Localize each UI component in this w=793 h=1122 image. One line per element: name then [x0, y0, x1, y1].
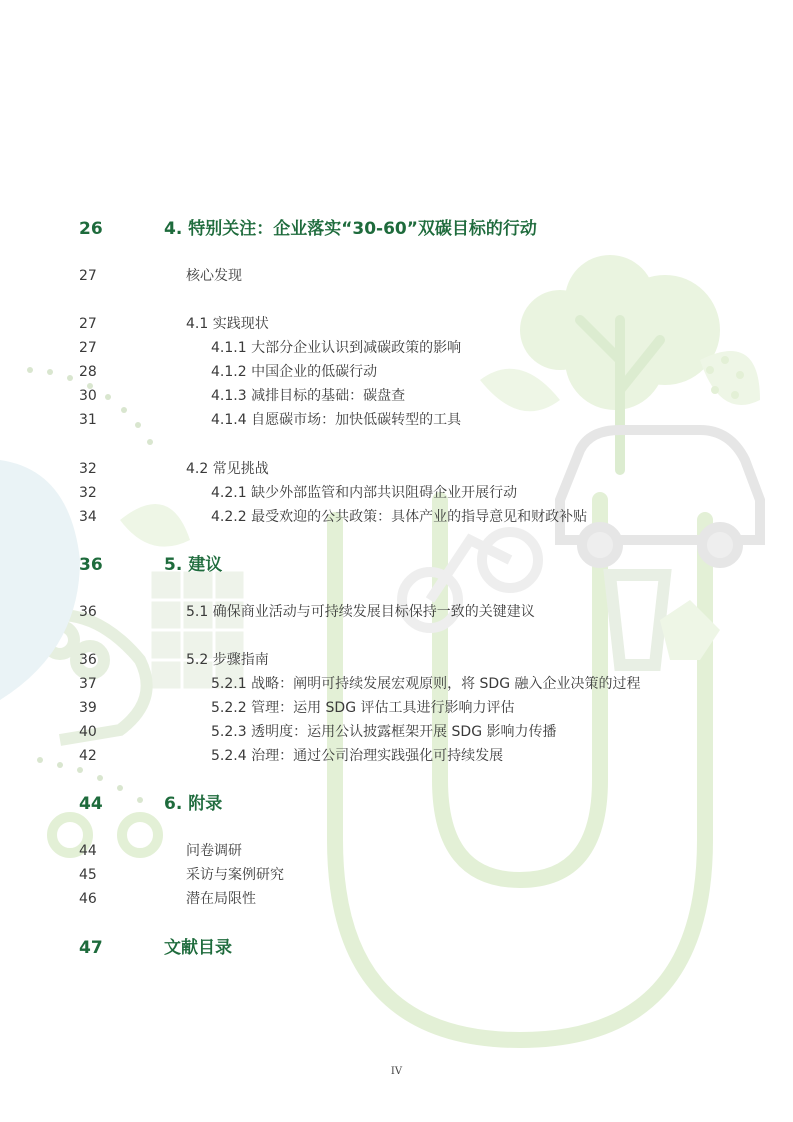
toc-page-number: 42 — [79, 748, 97, 764]
toc-entry-appendix-limitations[interactable] — [0, 888, 793, 910]
toc-entry-title: 4.2.2 最受欢迎的公共政策：具体产业的指导意见和财政补贴 — [211, 509, 588, 525]
toc-entry-appendix-survey[interactable] — [0, 840, 793, 862]
toc-entry-title: 5.2.4 治理：通过公司治理实践强化可持续发展 — [211, 748, 504, 764]
toc-entry-title: 5.2.3 透明度：运用公认披露框架开展 SDG 影响力传播 — [211, 724, 557, 740]
toc-entry-title: 4.2 常见挑战 — [186, 461, 269, 477]
toc-page-number: 28 — [79, 364, 97, 380]
toc-entry-5-2-2[interactable] — [0, 697, 793, 719]
toc-entry-core-findings[interactable] — [0, 265, 793, 287]
toc-page-number: 34 — [79, 509, 97, 525]
toc-entry-title: 4.1 实践现状 — [186, 316, 269, 332]
toc-entry-title: 5.2.2 管理：运用 SDG 评估工具进行影响力评估 — [211, 700, 515, 716]
toc-chapter-title: 5. 建议 — [164, 555, 223, 575]
toc-entry-title: 4.1.2 中国企业的低碳行动 — [211, 364, 378, 380]
toc-entry-5-2-4[interactable] — [0, 745, 793, 767]
toc-page-number: 36 — [79, 652, 97, 668]
toc-entry-appendix-interviews[interactable] — [0, 864, 793, 886]
toc-entry-title: 潜在局限性 — [186, 891, 256, 907]
toc-page-number: 30 — [79, 388, 97, 404]
toc-entry-4-1-1[interactable] — [0, 337, 793, 359]
toc-entry-5-2[interactable] — [0, 649, 793, 671]
toc-entry-4-1-3[interactable] — [0, 385, 793, 407]
toc-entry-title: 核心发现 — [186, 268, 242, 284]
toc-entry-4-2-1[interactable] — [0, 482, 793, 504]
toc-page-number: 40 — [79, 724, 97, 740]
toc-page-number: 36 — [79, 555, 103, 575]
toc-page-number: 27 — [79, 268, 97, 284]
toc-page-number: 46 — [79, 891, 97, 907]
toc-entry-title: 问卷调研 — [186, 843, 242, 859]
toc-entry-title: 采访与案例研究 — [186, 867, 284, 883]
toc-page-number: 32 — [79, 485, 97, 501]
toc-page-number: 37 — [79, 676, 97, 692]
toc-page-number: 36 — [79, 604, 97, 620]
toc-entry-5-1[interactable] — [0, 601, 793, 623]
toc-entry-5-2-3[interactable] — [0, 721, 793, 743]
toc-chapter-references[interactable] — [0, 937, 793, 959]
toc-entry-title: 4.1.3 减排目标的基础：碳盘查 — [211, 388, 406, 404]
toc-chapter-title: 文献目录 — [164, 938, 232, 958]
toc-entry-4-1-2[interactable] — [0, 361, 793, 383]
toc-page-number: 39 — [79, 700, 97, 716]
toc-entry-title: 5.2 步骤指南 — [186, 652, 269, 668]
toc-entry-4-2-2[interactable] — [0, 506, 793, 528]
toc-page-number: 47 — [79, 938, 103, 958]
toc-chapter-6[interactable] — [0, 793, 793, 815]
toc-entry-5-2-1[interactable] — [0, 673, 793, 695]
toc-page-number: 27 — [79, 316, 97, 332]
toc-entry-title: 4.1.1 大部分企业认识到减碳政策的影响 — [211, 340, 462, 356]
toc-entry-4-1-4[interactable] — [0, 409, 793, 431]
toc-chapter-5[interactable] — [0, 554, 793, 576]
toc-entry-title: 5.2.1 战略：阐明可持续发展宏观原则，将 SDG 融入企业决策的过程 — [211, 676, 641, 692]
loop-line-decor — [335, 520, 705, 1040]
toc-page-number: 45 — [79, 867, 97, 883]
toc-entry-title: 4.1.4 自愿碳市场：加快低碳转型的工具 — [211, 412, 462, 428]
toc-page-number: 44 — [79, 794, 103, 814]
toc-page-number: 32 — [79, 461, 97, 477]
toc-page-number: 26 — [79, 219, 103, 239]
toc-chapter-4[interactable] — [0, 218, 793, 240]
toc-entry-title: 4.2.1 缺少外部监管和内部共识阻碍企业开展行动 — [211, 485, 518, 501]
toc-chapter-title: 6. 附录 — [164, 794, 223, 814]
toc-chapter-title: 4. 特别关注：企业落实“30-60”双碳目标的行动 — [164, 219, 537, 239]
toc-page-number: 44 — [79, 843, 97, 859]
toc-page-number: 27 — [79, 340, 97, 356]
solar-panel-icon — [150, 570, 245, 690]
toc-entry-4-2[interactable] — [0, 458, 793, 480]
toc-entry-title: 5.1 确保商业活动与可持续发展目标保持一致的关键建议 — [186, 604, 535, 620]
toc-entry-4-1[interactable] — [0, 313, 793, 335]
page-number-footer: IV — [390, 1066, 403, 1077]
toc-page-number: 31 — [79, 412, 97, 428]
